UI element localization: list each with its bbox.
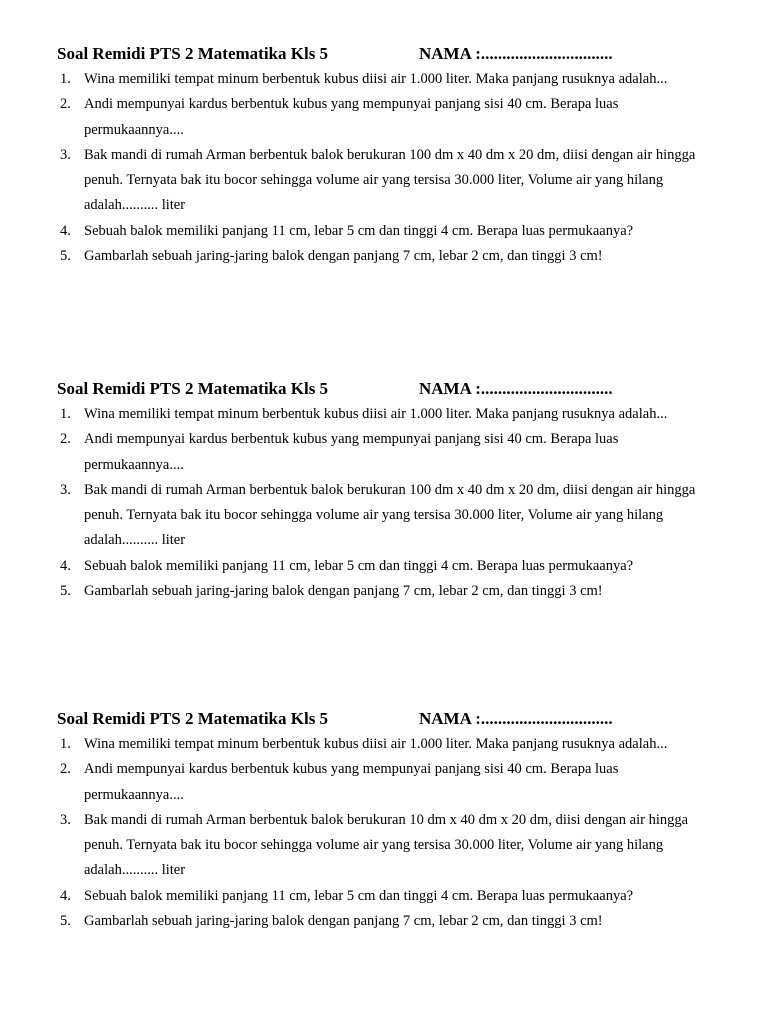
question-number: 4. — [60, 887, 71, 904]
worksheet-title: Soal Remidi PTS 2 Matematika Kls 5 — [57, 709, 329, 728]
question-text: Gambarlah sebuah jaring-jaring balok dengan panjang 7 cm, lebar 2 cm, dan tinggi 3 cm! — [84, 248, 603, 265]
question-text: Bak mandi di rumah Arman berbentuk balok berukuran 100 dm x 40 dm x 20 dm, diisi dengan air hingga penuh. Ternyata bak itu bocor sehingga volume air yang tersisa 30.000 liter, Volume air yang hilang adalah.......... liter — [84, 146, 696, 214]
question-item — [0, 757, 768, 808]
question-number: 5. — [60, 583, 71, 600]
question-number: 1. — [60, 406, 71, 422]
question-text: Bak mandi di rumah Arman berbentuk balok berukuran 100 dm x 40 dm x 20 dm, diisi dengan air hingga penuh. Ternyata bak itu bocor sehingga volume air yang tersisa 30.000 liter, Volume air yang hilang adalah.......... liter — [84, 481, 696, 549]
question-item — [0, 884, 768, 909]
question-item — [0, 219, 768, 244]
question-text: Andi mempunyai kardus berbentuk kubus yang mempunyai panjang sisi 40 cm. Berapa luas permukaannya.... — [84, 96, 619, 138]
question-number: 5. — [60, 248, 71, 265]
question-text: Andi mempunyai kardus berbentuk kubus yang mempunyai panjang sisi 40 cm. Berapa luas permukaannya.... — [84, 431, 619, 473]
question-number: 1. — [60, 71, 71, 87]
question-item — [0, 478, 768, 554]
name-field-label: NAMA :............................... — [419, 379, 613, 398]
worksheet-1 — [0, 43, 768, 269]
question-number: 3. — [60, 811, 71, 828]
worksheet-header — [0, 43, 768, 65]
question-item — [0, 554, 768, 579]
question-list — [0, 732, 768, 934]
worksheet-header — [0, 378, 768, 400]
worksheet-title: Soal Remidi PTS 2 Matematika Kls 5 — [57, 44, 329, 63]
name-field-label: NAMA :............................... — [419, 44, 613, 63]
question-number: 5. — [60, 913, 71, 930]
question-text: Gambarlah sebuah jaring-jaring balok dengan panjang 7 cm, lebar 2 cm, dan tinggi 3 cm! — [84, 583, 603, 600]
worksheet-title: Soal Remidi PTS 2 Matematika Kls 5 — [57, 379, 329, 398]
question-item — [0, 244, 768, 269]
question-text: Sebuah balok memiliki panjang 11 cm, lebar 5 cm dan tinggi 4 cm. Berapa luas permukaanya? — [84, 557, 634, 574]
question-item — [0, 92, 768, 143]
question-item — [0, 808, 768, 884]
question-list — [0, 402, 768, 604]
question-item — [0, 67, 768, 92]
question-number: 4. — [60, 557, 71, 574]
question-item — [0, 402, 768, 427]
worksheet-2 — [0, 378, 768, 604]
question-text: Sebuah balok memiliki panjang 11 cm, lebar 5 cm dan tinggi 4 cm. Berapa luas permukaanya? — [84, 887, 634, 904]
question-item — [0, 427, 768, 478]
question-text: Bak mandi di rumah Arman berbentuk balok berukuran 10 dm x 40 dm x 20 dm, diisi dengan air hingga penuh. Ternyata bak itu bocor sehingga volume air yang tersisa 30.000 liter, Volume air yang hilang adalah.......... liter — [84, 811, 689, 879]
question-item — [0, 579, 768, 604]
question-item — [0, 143, 768, 219]
question-text: Wina memiliki tempat minum berbentuk kubus diisi air 1.000 liter. Maka panjang rusuknya adalah... — [84, 736, 668, 752]
question-item — [0, 732, 768, 757]
question-list — [0, 67, 768, 269]
question-item — [0, 909, 768, 934]
question-number: 3. — [60, 146, 71, 163]
question-number: 2. — [60, 96, 71, 113]
question-text: Wina memiliki tempat minum berbentuk kubus diisi air 1.000 liter. Maka panjang rusuknya adalah... — [84, 71, 668, 87]
question-number: 2. — [60, 761, 71, 778]
question-number: 1. — [60, 736, 71, 752]
question-text: Gambarlah sebuah jaring-jaring balok dengan panjang 7 cm, lebar 2 cm, dan tinggi 3 cm! — [84, 913, 603, 930]
question-text: Sebuah balok memiliki panjang 11 cm, lebar 5 cm dan tinggi 4 cm. Berapa luas permukaanya? — [84, 222, 634, 239]
worksheet-header — [0, 708, 768, 730]
question-text: Wina memiliki tempat minum berbentuk kubus diisi air 1.000 liter. Maka panjang rusuknya adalah... — [84, 406, 668, 422]
question-number: 4. — [60, 222, 71, 239]
question-text: Andi mempunyai kardus berbentuk kubus yang mempunyai panjang sisi 40 cm. Berapa luas permukaannya.... — [84, 761, 619, 803]
worksheet-3 — [0, 708, 768, 934]
question-number: 2. — [60, 431, 71, 448]
name-field-label: NAMA :............................... — [419, 709, 613, 728]
question-number: 3. — [60, 481, 71, 498]
